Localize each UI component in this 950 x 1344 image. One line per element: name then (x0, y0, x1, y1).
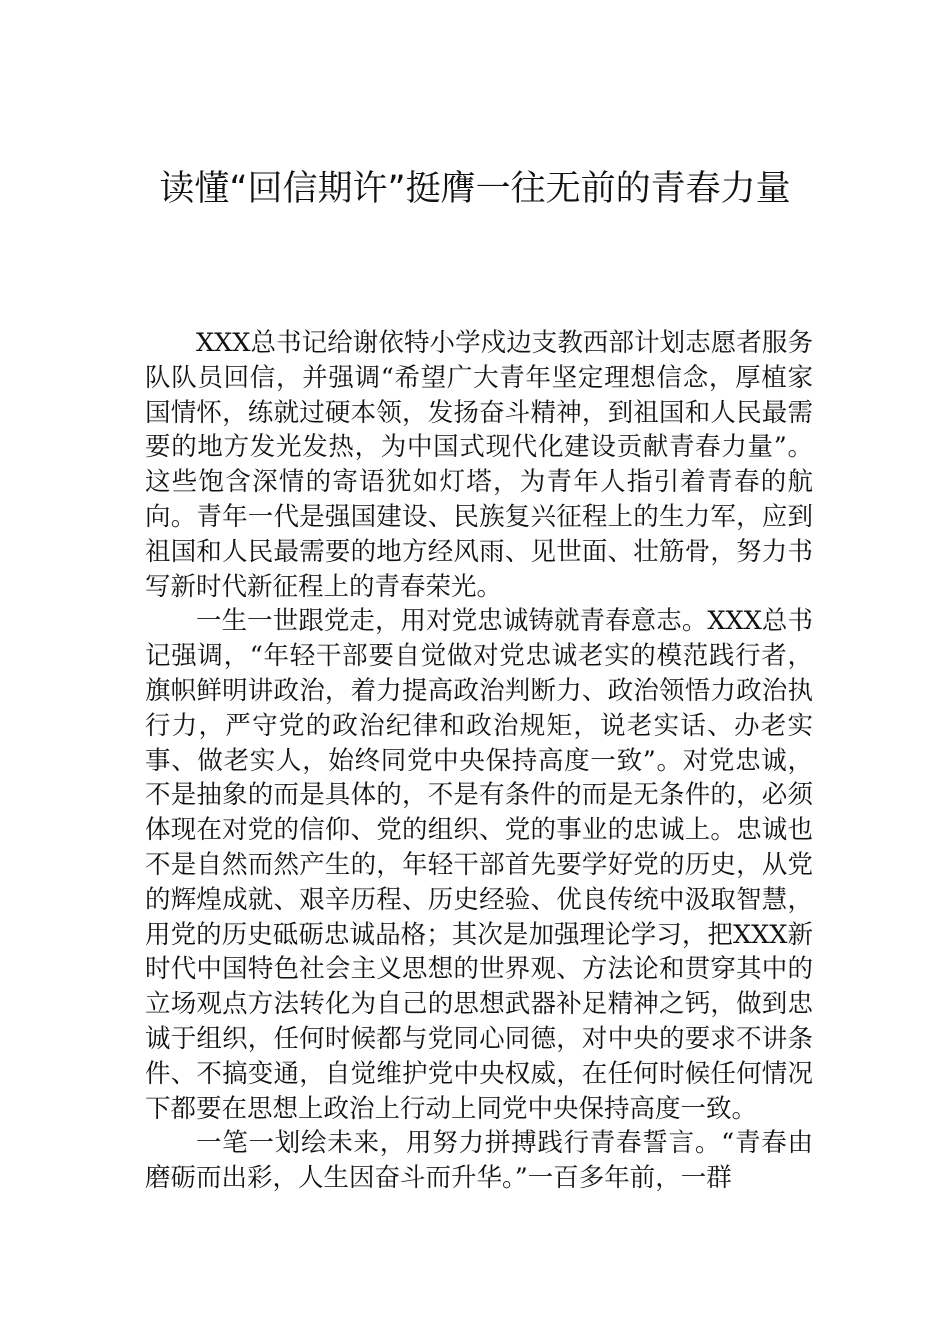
document-body (145, 326, 813, 1196)
document-title: 读懂“回信期许”挺膺一往无前的青春力量 (159, 169, 791, 209)
paragraph-2: 一生一世跟党走，用对党忠诚铸就青春意志。XXX总书记强调，“年轻干部要自觉做对党忠诚老实的模范践行者，旗帜鲜明讲政治，着力提高政治判断力、政治领悟力政治执行力，严守党的政治纪律和政治规矩，说老实话、办老实事、做老实人，始终同党中央保持高度一致”。对党忠诚，不是抽象的而是具体的，不是有条件的而是无条件的，必须体现在对党的信仰、党的组织、党的事业的忠诚上。忠诚也不是自然而然产生的，年轻干部首先要学好党的历史，从党的辉煌成就、艰辛历程、历史经验、优良传统中汲取智慧，用党的历史砥砺忠诚品格；其次是加强理论学习，把XXX新时代中国特色社会主义思想的世界观、方法论和贯穿其中的立场观点方法转化为自己的思想武器补足精神之钙，做到忠诚于组织，任何时候都与党同心同德，对中央的要求不讲条件、不搞变通，自觉维护党中央权威，在任何时候任何情况下都要在思想上政治上行动上同党中央保持高度一致。 (145, 606, 813, 1124)
paragraph-3: 一笔一划绘未来，用努力拼搏践行青春誓言。“青春由磨砺而出彩，人生因奋斗而升华。”一百多年前，一群 (145, 1128, 813, 1194)
paragraph-1: XXX总书记给谢依特小学戍边支教西部计划志愿者服务队队员回信，并强调“希望广大青年坚定理想信念，厚植家国情怀，练就过硬本领，发扬奋斗精神，到祖国和人民最需要的地方发光发热，为中国式现代化建设贡献青春力量”。这些饱含深情的寄语犹如灯塔，为青年人指引着青春的航向。青年一代是强国建设、民族复兴征程上的生力军，应到祖国和人民最需要的地方经风雨、见世面、壮筋骨，努力书写新时代新征程上的青春荣光。 (145, 328, 813, 602)
